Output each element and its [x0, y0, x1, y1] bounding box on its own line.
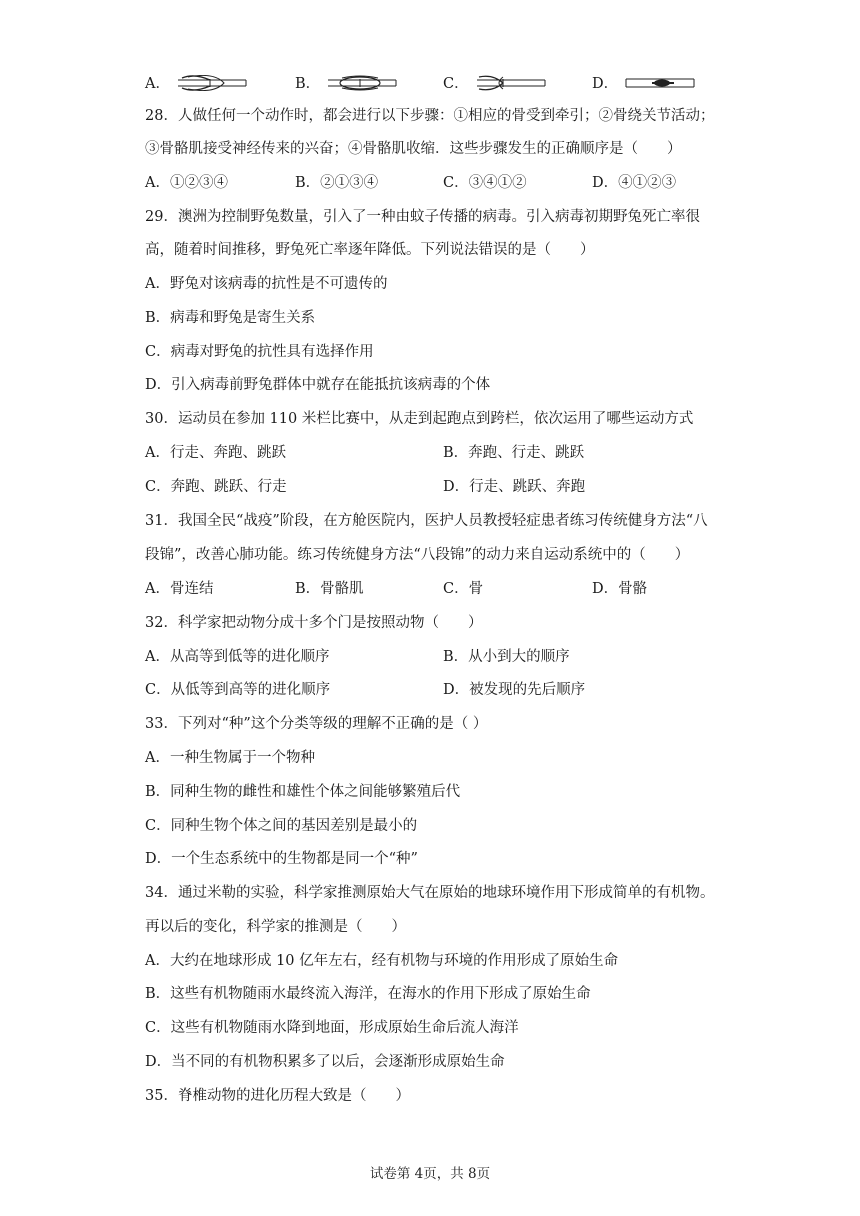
q33-option-c[interactable]: C．同种生物个体之间的基因差别是最小的 [145, 818, 418, 834]
q34-stem-line-2: 再以后的变化，科学家的推测是（ ） [145, 919, 406, 935]
q33-option-a[interactable]: A．一种生物属于一个物种 [145, 750, 315, 766]
q29-stem-line-1: 29．澳洲为控制野兔数量，引入了一种由蚊子传播的病毒。引入病毒初期野兔死亡率很 [145, 209, 700, 225]
q27-option-b[interactable] [295, 72, 400, 93]
q29-option-a[interactable]: A．野兔对该病毒的抗性是不可遗传的 [145, 276, 388, 292]
q28-option-a[interactable]: A．①②③④ [145, 175, 228, 191]
q34-option-a[interactable]: A．大约在地球形成 10 亿年左右，经有机物与环境的作用形成了原始生命 [145, 953, 619, 969]
bone-joint-icon [473, 75, 549, 91]
q27-options [145, 72, 745, 94]
q32-option-b[interactable]: B．从小到大的顺序 [443, 649, 570, 665]
q34-option-c[interactable]: C．这些有机物随雨水降到地面，形成原始生命后流人海洋 [145, 1020, 519, 1036]
bone-joint-icon [324, 75, 400, 91]
q31-option-a[interactable]: A．骨连结 [145, 581, 214, 597]
q27-option-c[interactable] [443, 72, 549, 93]
q33-option-b[interactable]: B．同种生物的雌性和雄性个体之间能够繁殖后代 [145, 784, 461, 800]
q32-option-a[interactable]: A．从高等到低等的进化顺序 [145, 649, 330, 665]
q28-option-b[interactable]: B．②①③④ [295, 175, 379, 191]
bone-joint-icon [622, 75, 698, 91]
q35-stem: 35．脊椎动物的进化历程大致是（ ） [145, 1088, 410, 1104]
q33-stem: 33．下列对“种”这个分类等级的理解不正确的是（ ） [145, 716, 488, 732]
q29-stem-line-2: 高，随着时间推移，野兔死亡率逐年降低。下列说法错误的是（ ） [145, 242, 595, 258]
q30-option-c[interactable]: C．奔跑、跳跃、行走 [145, 479, 287, 495]
option-letter: D． [592, 76, 619, 92]
option-letter: A． [145, 76, 170, 92]
q27-option-a[interactable] [145, 72, 250, 93]
q29-option-b[interactable]: B．病毒和野兔是寄生关系 [145, 310, 316, 326]
q28-stem-line-2: ③骨骼肌接受神经传来的兴奋；④骨骼肌收缩．这些步骤发生的正确顺序是（ ） [145, 141, 682, 157]
q31-option-d[interactable]: D．骨骼 [592, 581, 648, 597]
q27-option-d[interactable] [592, 72, 698, 93]
option-letter: C． [443, 76, 469, 92]
q34-option-d[interactable]: D．当不同的有机物积累多了以后，会逐渐形成原始生命 [145, 1054, 505, 1070]
q33-option-d[interactable]: D．一个生态系统中的生物都是同一个“种” [145, 851, 418, 867]
q32-option-d[interactable]: D．被发现的先后顺序 [443, 682, 586, 698]
page-footer: 试卷第 4页，共 8页 [369, 1166, 491, 1182]
q34-option-b[interactable]: B．这些有机物随雨水最终流入海洋，在海水的作用下形成了原始生命 [145, 986, 591, 1002]
q30-stem: 30．运动员在参加 110 米栏比赛中，从走到起跑点到跨栏，依次运用了哪些运动方式 [145, 411, 694, 427]
q31-stem-line-1: 31．我国全民“战疫”阶段，在方舱医院内，医护人员教授轻症患者练习传统健身方法“八 [145, 513, 708, 529]
option-letter: B． [295, 76, 321, 92]
q30-option-b[interactable]: B．奔跑、行走、跳跃 [443, 445, 585, 461]
q32-stem: 32．科学家把动物分成十多个门是按照动物（ ） [145, 615, 483, 631]
q28-option-d[interactable]: D．④①②③ [592, 175, 677, 191]
q31-option-c[interactable]: C．骨 [443, 581, 484, 597]
q28-stem-line-1: 28．人做任何一个动作时，都会进行以下步骤：①相应的骨受到牵引；②骨绕关节活动； [145, 108, 715, 124]
q28-option-c[interactable]: C．③④①② [443, 175, 527, 191]
q32-option-c[interactable]: C．从低等到高等的进化顺序 [145, 682, 331, 698]
q29-option-d[interactable]: D．引入病毒前野兔群体中就存在能抵抗该病毒的个体 [145, 377, 491, 393]
q34-stem-line-1: 34．通过米勒的实验，科学家推测原始大气在原始的地球环境作用下形成简单的有机物。 [145, 885, 715, 901]
q30-option-a[interactable]: A．行走、奔跑、跳跃 [145, 445, 286, 461]
q31-option-b[interactable]: B．骨骼肌 [295, 581, 364, 597]
bone-joint-icon [174, 75, 250, 91]
q31-stem-line-2: 段锦”，改善心肺功能。练习传统健身方法“八段锦”的动力来自运动系统中的（ ） [145, 547, 690, 563]
q29-option-c[interactable]: C．病毒对野兔的抗性具有选择作用 [145, 344, 374, 360]
q30-option-d[interactable]: D．行走、跳跃、奔跑 [443, 479, 586, 495]
